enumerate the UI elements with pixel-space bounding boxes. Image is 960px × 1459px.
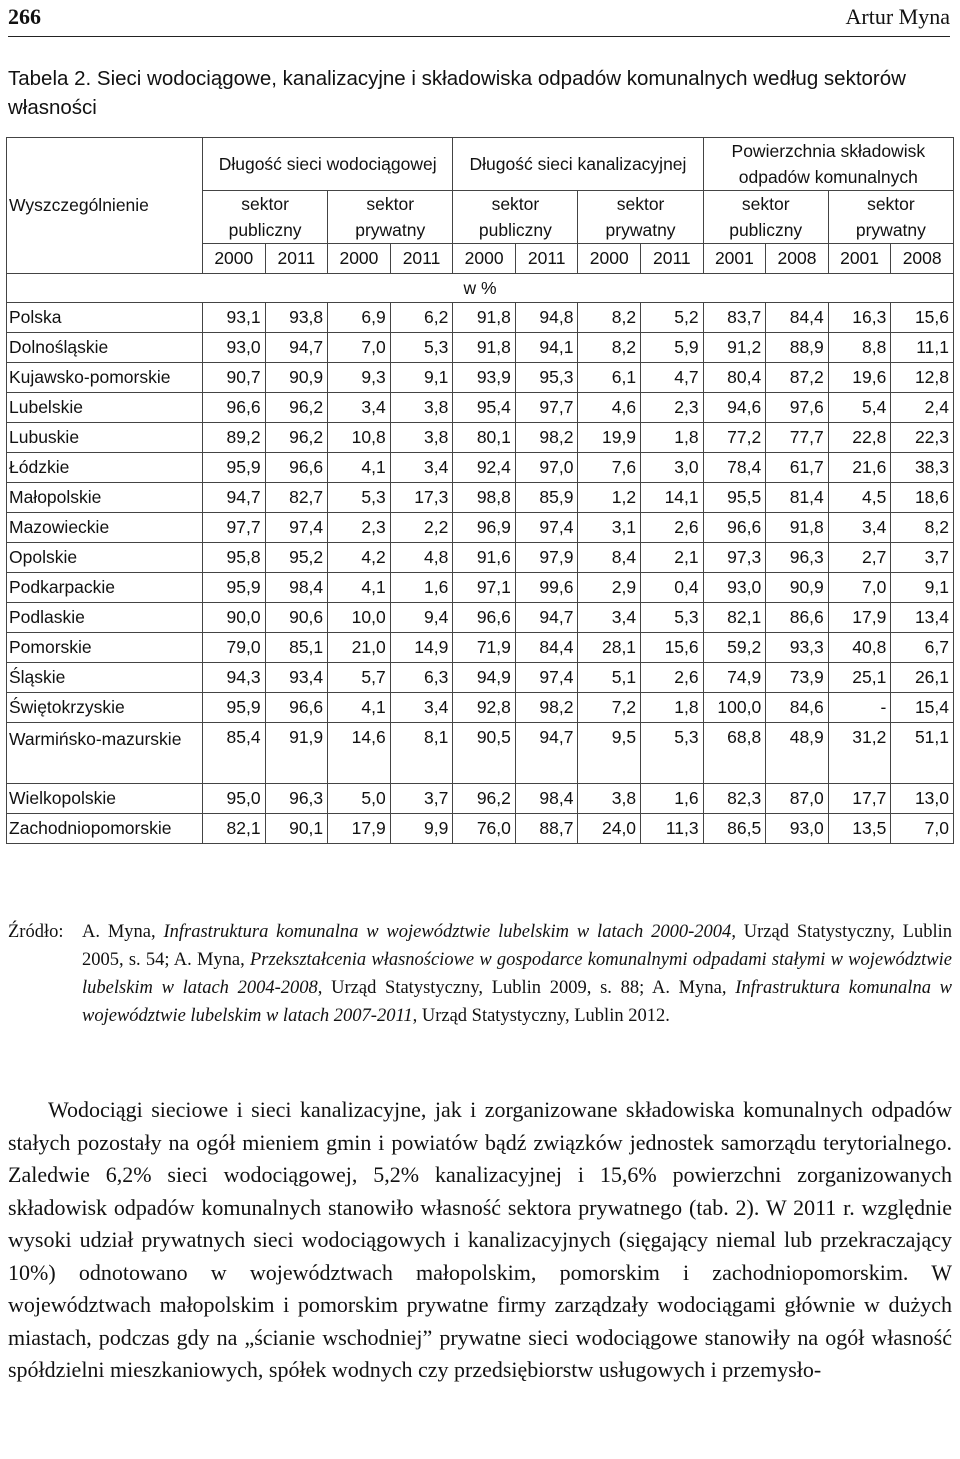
value-cell: 2,6 — [641, 513, 704, 543]
value-cell: 6,1 — [578, 363, 641, 393]
table-row — [7, 693, 954, 723]
value-cell: 7,0 — [891, 814, 954, 844]
value-cell: 10,8 — [328, 423, 391, 453]
value-cell: 93,0 — [703, 573, 766, 603]
value-cell: 17,7 — [828, 784, 891, 814]
value-cell: 97,7 — [515, 393, 578, 423]
region-name: Mazowieckie — [7, 513, 203, 543]
value-cell: 96,3 — [265, 784, 328, 814]
value-cell: 4,5 — [828, 483, 891, 513]
value-cell: 14,9 — [390, 633, 453, 663]
value-cell: 96,6 — [265, 693, 328, 723]
value-cell: 97,0 — [515, 453, 578, 483]
region-name: Śląskie — [7, 663, 203, 693]
sector-header: sektor prywatny — [578, 191, 703, 244]
value-cell: 13,4 — [891, 603, 954, 633]
value-cell: 94,7 — [515, 603, 578, 633]
value-cell: 85,9 — [515, 483, 578, 513]
value-cell: 84,4 — [766, 303, 829, 333]
value-cell: 93,8 — [265, 303, 328, 333]
value-cell: 3,0 — [641, 453, 704, 483]
value-cell: 1,6 — [641, 784, 704, 814]
value-cell: 94,3 — [203, 663, 266, 693]
year-header: 2000 — [328, 244, 391, 274]
data-table — [6, 137, 954, 844]
value-cell: 97,6 — [766, 393, 829, 423]
value-cell: 98,4 — [265, 573, 328, 603]
region-name: Wielkopolskie — [7, 784, 203, 814]
value-cell: 13,0 — [891, 784, 954, 814]
value-cell: 95,2 — [265, 543, 328, 573]
value-cell: 8,8 — [828, 333, 891, 363]
value-cell: 90,1 — [265, 814, 328, 844]
year-header: 2008 — [766, 244, 829, 274]
value-cell: 59,2 — [703, 633, 766, 663]
value-cell: 95,5 — [703, 483, 766, 513]
value-cell: 93,0 — [203, 333, 266, 363]
value-cell: 4,1 — [328, 453, 391, 483]
value-cell: 88,9 — [766, 333, 829, 363]
value-cell: 84,4 — [515, 633, 578, 663]
value-cell: 96,6 — [265, 453, 328, 483]
value-cell: 94,7 — [265, 333, 328, 363]
value-cell: 94,8 — [515, 303, 578, 333]
value-cell: 94,7 — [515, 723, 578, 784]
value-cell: 97,4 — [515, 663, 578, 693]
row-header-cell: Wyszczególnienie — [7, 138, 203, 274]
value-cell: 5,4 — [828, 393, 891, 423]
value-cell: 79,0 — [203, 633, 266, 663]
value-cell: 82,7 — [265, 483, 328, 513]
value-cell: 93,4 — [265, 663, 328, 693]
sector-header: sektor prywatny — [328, 191, 453, 244]
value-cell: 14,1 — [641, 483, 704, 513]
value-cell: 95,4 — [453, 393, 516, 423]
value-cell: 4,8 — [390, 543, 453, 573]
value-cell: 14,6 — [328, 723, 391, 784]
value-cell: 3,4 — [390, 693, 453, 723]
value-cell: 95,9 — [203, 573, 266, 603]
table-row — [7, 483, 954, 513]
value-cell: 78,4 — [703, 453, 766, 483]
table-row — [7, 393, 954, 423]
value-cell: 4,6 — [578, 393, 641, 423]
region-name: Opolskie — [7, 543, 203, 573]
table-row — [7, 814, 954, 844]
value-cell: 100,0 — [703, 693, 766, 723]
header-rule — [8, 36, 950, 37]
value-cell: 61,7 — [766, 453, 829, 483]
value-cell: 94,1 — [515, 333, 578, 363]
value-cell: 3,8 — [390, 423, 453, 453]
value-cell: 5,7 — [328, 663, 391, 693]
value-cell: 98,2 — [515, 693, 578, 723]
source-text: A. Myna, Infrastruktura komunalna w województwie lubelskim w latach 2000-2004, Urząd Statystyczny, Lublin 2005, s. 54; A. Myna, Przekształcenia własnościowe w gospodarce komunalnymi odpadami stałymi w województwie lubelskim w latach 2004-2008, Urząd Statystyczny, Lublin 2009, s. 88; A. Myna, Infrastruktura komunalna w województwie lubelskim w latach 2007-2011, Urząd Statystyczny, Lublin 2012. — [82, 922, 953, 1026]
value-cell: 9,4 — [390, 603, 453, 633]
year-header: 2000 — [203, 244, 266, 274]
value-cell: 2,7 — [828, 543, 891, 573]
value-cell: 95,9 — [203, 453, 266, 483]
value-cell: 96,6 — [703, 513, 766, 543]
value-cell: 3,4 — [390, 453, 453, 483]
value-cell: 91,8 — [453, 333, 516, 363]
value-cell: 80,4 — [703, 363, 766, 393]
region-name: Podkarpackie — [7, 573, 203, 603]
value-cell: 3,4 — [328, 393, 391, 423]
value-cell: 24,0 — [578, 814, 641, 844]
value-cell: 86,6 — [766, 603, 829, 633]
value-cell: 96,2 — [265, 423, 328, 453]
page-number: 266 — [8, 4, 41, 29]
sector-header: sektor publiczny — [453, 191, 578, 244]
value-cell: 15,4 — [891, 693, 954, 723]
value-cell: 5,3 — [390, 333, 453, 363]
value-cell: 4,7 — [641, 363, 704, 393]
value-cell: 3,1 — [578, 513, 641, 543]
value-cell: 11,1 — [891, 333, 954, 363]
value-cell: 90,9 — [265, 363, 328, 393]
value-cell: 97,1 — [453, 573, 516, 603]
value-cell: 7,0 — [328, 333, 391, 363]
value-cell: 22,8 — [828, 423, 891, 453]
value-cell: 85,4 — [203, 723, 266, 784]
value-cell: 1,6 — [390, 573, 453, 603]
year-header: 2011 — [641, 244, 704, 274]
value-cell: 2,3 — [641, 393, 704, 423]
table-row — [7, 573, 954, 603]
value-cell: 21,0 — [328, 633, 391, 663]
value-cell: 91,8 — [766, 513, 829, 543]
table-row — [7, 453, 954, 483]
year-header: 2011 — [265, 244, 328, 274]
value-cell: 98,2 — [515, 423, 578, 453]
page-header — [8, 4, 950, 34]
region-name: Polska — [7, 303, 203, 333]
value-cell: 95,8 — [203, 543, 266, 573]
table-row — [7, 633, 954, 663]
value-cell: 77,2 — [703, 423, 766, 453]
value-cell: 90,5 — [453, 723, 516, 784]
value-cell: 74,9 — [703, 663, 766, 693]
year-header: 2001 — [828, 244, 891, 274]
value-cell: 93,0 — [766, 814, 829, 844]
value-cell: - — [828, 693, 891, 723]
value-cell: 90,7 — [203, 363, 266, 393]
value-cell: 6,2 — [390, 303, 453, 333]
value-cell: 2,9 — [578, 573, 641, 603]
value-cell: 71,9 — [453, 633, 516, 663]
value-cell: 9,9 — [390, 814, 453, 844]
value-cell: 1,8 — [641, 693, 704, 723]
value-cell: 76,0 — [453, 814, 516, 844]
region-name: Podlaskie — [7, 603, 203, 633]
value-cell: 97,4 — [515, 513, 578, 543]
body-paragraph — [8, 1094, 952, 1387]
value-cell: 51,1 — [891, 723, 954, 784]
value-cell: 38,3 — [891, 453, 954, 483]
value-cell: 7,0 — [828, 573, 891, 603]
value-cell: 7,6 — [578, 453, 641, 483]
value-cell: 8,4 — [578, 543, 641, 573]
value-cell: 2,4 — [891, 393, 954, 423]
value-cell: 91,6 — [453, 543, 516, 573]
value-cell: 5,3 — [641, 603, 704, 633]
region-name: Pomorskie — [7, 633, 203, 663]
value-cell: 11,3 — [641, 814, 704, 844]
value-cell: 86,5 — [703, 814, 766, 844]
source-title-2: Przekształcenia własnościowe w gospodarce komunalnymi odpadami stałymi w województwie lubelskim w latach 2004-2008 — [82, 950, 952, 998]
value-cell: 73,9 — [766, 663, 829, 693]
group-header: Długość sieci kanalizacyjnej — [453, 138, 703, 191]
value-cell: 91,8 — [453, 303, 516, 333]
year-header: 2011 — [515, 244, 578, 274]
value-cell: 6,3 — [390, 663, 453, 693]
value-cell: 7,2 — [578, 693, 641, 723]
table-row — [7, 363, 954, 393]
running-author: Artur Myna — [845, 4, 950, 29]
value-cell: 8,2 — [578, 303, 641, 333]
region-name: Małopolskie — [7, 483, 203, 513]
value-cell: 97,4 — [265, 513, 328, 543]
region-name: Świętokrzyskie — [7, 693, 203, 723]
value-cell: 77,7 — [766, 423, 829, 453]
value-cell: 98,4 — [515, 784, 578, 814]
value-cell: 92,8 — [453, 693, 516, 723]
value-cell: 8,2 — [578, 333, 641, 363]
unit-row: w % — [7, 274, 954, 303]
value-cell: 4,1 — [328, 573, 391, 603]
value-cell: 96,3 — [766, 543, 829, 573]
value-cell: 21,6 — [828, 453, 891, 483]
value-cell: 22,3 — [891, 423, 954, 453]
value-cell: 5,0 — [328, 784, 391, 814]
value-cell: 16,3 — [828, 303, 891, 333]
table-row — [7, 603, 954, 633]
value-cell: 25,1 — [828, 663, 891, 693]
value-cell: 18,6 — [891, 483, 954, 513]
value-cell: 3,8 — [390, 393, 453, 423]
value-cell: 95,9 — [203, 693, 266, 723]
value-cell: 3,4 — [578, 603, 641, 633]
year-header: 2000 — [453, 244, 516, 274]
value-cell: 4,2 — [328, 543, 391, 573]
value-cell: 94,6 — [703, 393, 766, 423]
year-header: 2011 — [390, 244, 453, 274]
value-cell: 9,1 — [390, 363, 453, 393]
value-cell: 84,6 — [766, 693, 829, 723]
value-cell: 5,1 — [578, 663, 641, 693]
table-row — [7, 513, 954, 543]
value-cell: 2,2 — [390, 513, 453, 543]
value-cell: 93,1 — [203, 303, 266, 333]
value-cell: 10,0 — [328, 603, 391, 633]
value-cell: 99,6 — [515, 573, 578, 603]
value-cell: 40,8 — [828, 633, 891, 663]
value-cell: 3,8 — [578, 784, 641, 814]
group-header: Powierzchnia składowisk odpadów komunalnych — [703, 138, 953, 191]
value-cell: 87,2 — [766, 363, 829, 393]
year-header: 2001 — [703, 244, 766, 274]
value-cell: 15,6 — [891, 303, 954, 333]
group-header: Długość sieci wodociągowej — [203, 138, 453, 191]
value-cell: 0,4 — [641, 573, 704, 603]
value-cell: 12,8 — [891, 363, 954, 393]
table-caption: Tabela 2. Sieci wodociągowe, kanalizacyjne i składowiska odpadów komunalnych według sektorów własności — [8, 67, 906, 119]
value-cell: 95,0 — [203, 784, 266, 814]
region-name: Warmińsko-mazurskie — [7, 723, 203, 784]
region-name: Zachodniopomorskie — [7, 814, 203, 844]
value-cell: 4,1 — [328, 693, 391, 723]
region-name: Dolnośląskie — [7, 333, 203, 363]
value-cell: 94,7 — [203, 483, 266, 513]
value-cell: 15,6 — [641, 633, 704, 663]
value-cell: 96,9 — [453, 513, 516, 543]
value-cell: 19,6 — [828, 363, 891, 393]
source-note — [8, 918, 952, 1030]
value-cell: 17,3 — [390, 483, 453, 513]
value-cell: 2,3 — [328, 513, 391, 543]
value-cell: 90,0 — [203, 603, 266, 633]
year-header: 2008 — [891, 244, 954, 274]
value-cell: 9,5 — [578, 723, 641, 784]
value-cell: 8,2 — [891, 513, 954, 543]
value-cell: 17,9 — [328, 814, 391, 844]
source-title-3: Infrastruktura komunalna w województwie lubelskim w latach 2007-2011 — [82, 978, 953, 1026]
region-name: Lubuskie — [7, 423, 203, 453]
value-cell: 87,0 — [766, 784, 829, 814]
region-name: Łódzkie — [7, 453, 203, 483]
value-cell: 96,6 — [203, 393, 266, 423]
table-row — [7, 333, 954, 363]
value-cell: 82,1 — [203, 814, 266, 844]
value-cell: 17,9 — [828, 603, 891, 633]
table-row — [7, 543, 954, 573]
value-cell: 90,6 — [265, 603, 328, 633]
value-cell: 31,2 — [828, 723, 891, 784]
region-name: Lubelskie — [7, 393, 203, 423]
value-cell: 93,9 — [453, 363, 516, 393]
value-cell: 91,2 — [703, 333, 766, 363]
value-cell: 13,5 — [828, 814, 891, 844]
year-header: 2000 — [578, 244, 641, 274]
value-cell: 92,4 — [453, 453, 516, 483]
table-row — [7, 423, 954, 453]
value-cell: 9,3 — [328, 363, 391, 393]
value-cell: 93,3 — [766, 633, 829, 663]
value-cell: 2,6 — [641, 663, 704, 693]
region-name: Kujawsko-pomorskie — [7, 363, 203, 393]
value-cell: 5,9 — [641, 333, 704, 363]
value-cell: 96,2 — [265, 393, 328, 423]
value-cell: 9,1 — [891, 573, 954, 603]
table-row — [7, 303, 954, 333]
value-cell: 96,6 — [453, 603, 516, 633]
value-cell: 3,7 — [390, 784, 453, 814]
value-cell: 5,3 — [641, 723, 704, 784]
value-cell: 96,2 — [453, 784, 516, 814]
value-cell: 8,1 — [390, 723, 453, 784]
value-cell: 48,9 — [766, 723, 829, 784]
source-title-1: Infrastruktura komunalna w województwie lubelskim w latach 2000-2004 — [163, 922, 732, 942]
paragraph-text: Wodociągi sieciowe i sieci kanalizacyjne, jak i zorganizowane składowiska komunalnych odpadów stałych pozostały na ogół mieniem gmin i powiatów bądź związków jednostek samorządu terytorialnego. Zaledwie 6,2% sieci wodociągowej, 5,2% kanalizacyjnej i 15,6% powierzchni zorganizowanych składowisk odpadów komunalnych stanowiło własność sektora prywatnego (tab. 2). W 2011 r. względnie wysoki udział prywatnych sieci wodociągowych i kanalizacyjnych (sięgający niemal lub przekraczający 10%) odnotowano w województwach małopolskim, pomorskim i zachodniopomorskim. W województwach małopolskim i pomorskim prywatne firmy zarządzały wodociągami głównie w dużych miastach, podczas gdy na „ścianie wschodniej” prywatne sieci wodociągowe stanowiły na ogół własność spółdzielni mieszkaniowych, spółek wodnych czy przedsiębiorstw usługowych i przemysło- — [8, 1097, 952, 1382]
value-cell: 95,3 — [515, 363, 578, 393]
value-cell: 98,8 — [453, 483, 516, 513]
value-cell: 68,8 — [703, 723, 766, 784]
table-row — [7, 784, 954, 814]
value-cell: 85,1 — [265, 633, 328, 663]
value-cell: 26,1 — [891, 663, 954, 693]
value-cell: 19,9 — [578, 423, 641, 453]
value-cell: 82,1 — [703, 603, 766, 633]
value-cell: 2,1 — [641, 543, 704, 573]
value-cell: 82,3 — [703, 784, 766, 814]
sector-header: sektor publiczny — [203, 191, 328, 244]
value-cell: 90,9 — [766, 573, 829, 603]
value-cell: 5,2 — [641, 303, 704, 333]
value-cell: 83,7 — [703, 303, 766, 333]
value-cell: 97,3 — [703, 543, 766, 573]
value-cell: 89,2 — [203, 423, 266, 453]
value-cell: 1,2 — [578, 483, 641, 513]
value-cell: 91,9 — [265, 723, 328, 784]
value-cell: 6,9 — [328, 303, 391, 333]
sector-header: sektor prywatny — [828, 191, 953, 244]
value-cell: 81,4 — [766, 483, 829, 513]
value-cell: 28,1 — [578, 633, 641, 663]
value-cell: 3,4 — [828, 513, 891, 543]
value-cell: 3,7 — [891, 543, 954, 573]
table-row — [7, 663, 954, 693]
value-cell: 80,1 — [453, 423, 516, 453]
value-cell: 88,7 — [515, 814, 578, 844]
source-label: Źródło: — [8, 922, 64, 942]
value-cell: 97,9 — [515, 543, 578, 573]
value-cell: 1,8 — [641, 423, 704, 453]
value-cell: 97,7 — [203, 513, 266, 543]
value-cell: 5,3 — [328, 483, 391, 513]
sector-header: sektor publiczny — [703, 191, 828, 244]
value-cell: 94,9 — [453, 663, 516, 693]
value-cell: 6,7 — [891, 633, 954, 663]
table-row — [7, 723, 954, 784]
